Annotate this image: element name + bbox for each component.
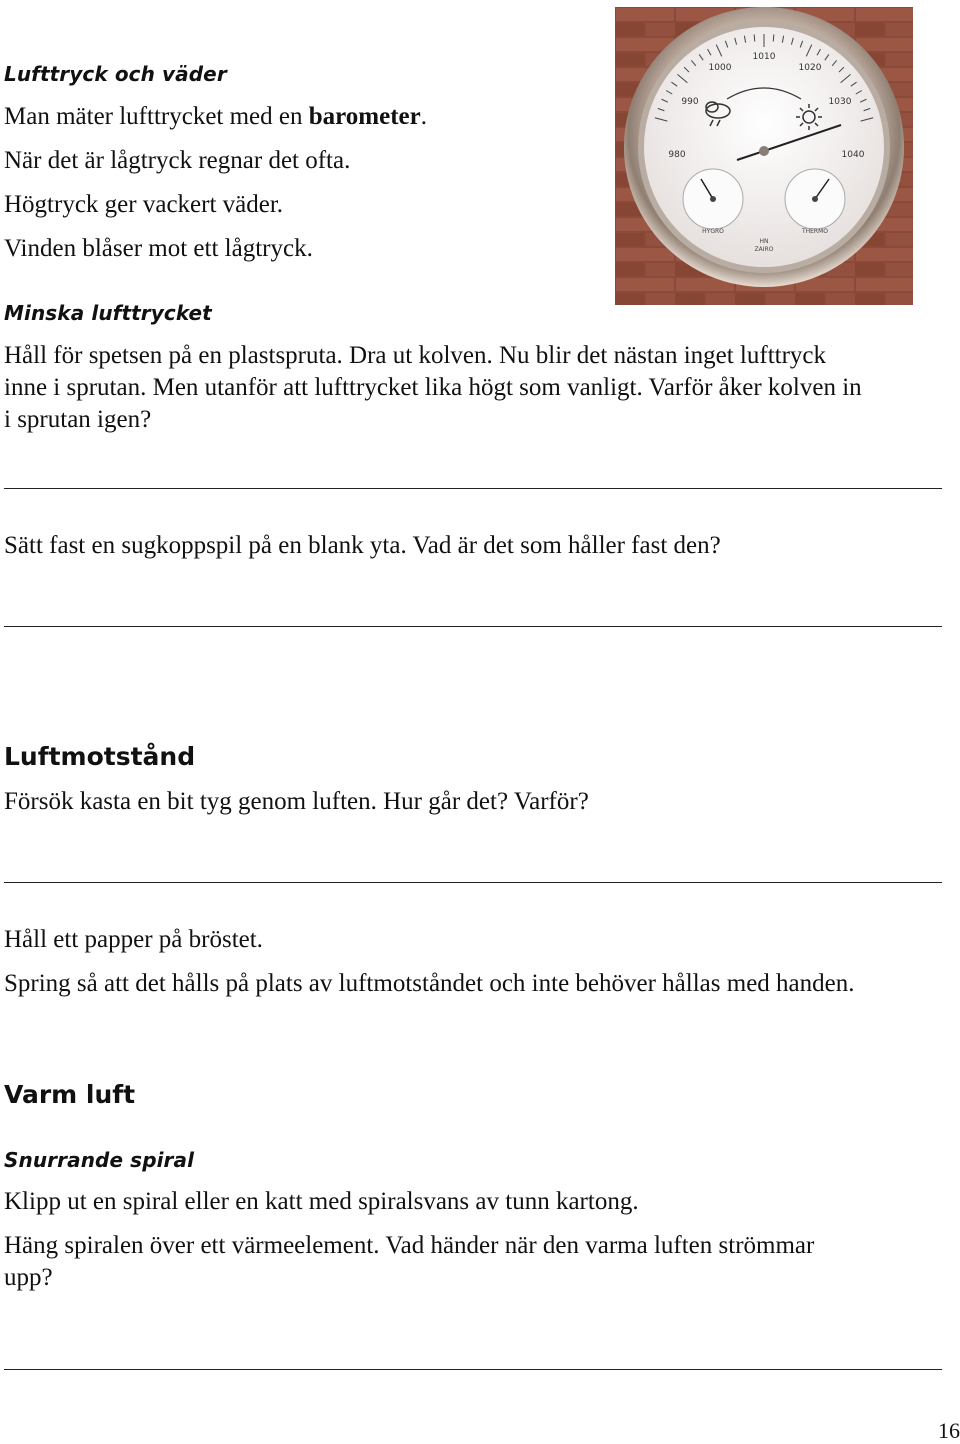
- scale-label: 1020: [798, 63, 822, 73]
- section-heading-varmluft: Varm luft: [4, 1080, 136, 1109]
- answer-line: [4, 1369, 942, 1370]
- scale-label: 1010: [752, 52, 776, 62]
- answer-line: [4, 882, 942, 883]
- scale-label: 1030: [828, 97, 852, 107]
- center-label: HN: [759, 238, 769, 245]
- subheading-spiral: Snurrande spiral: [4, 1148, 195, 1172]
- paragraph-sugkopp: Sätt fast en sugkoppspil på en blank yta. Vad är det som håller fast den?: [4, 532, 721, 559]
- paragraph-vinden: Vinden blåser mot ett lågtryck.: [4, 235, 313, 262]
- paragraph-barometer: [4, 101, 427, 133]
- paragraph-line: i sprutan igen?: [4, 406, 152, 433]
- answer-line: [4, 488, 942, 489]
- text-segment: Man mäter lufttrycket med en: [4, 103, 309, 130]
- paragraph-line: Häng spiralen över ett värmeelement. Vad händer när den varma luften strömmar: [4, 1232, 815, 1259]
- text-segment: .: [420, 103, 427, 130]
- bold-term: barometer: [308, 103, 421, 130]
- paragraph-line: Klipp ut en spiral eller en katt med spiralsvans av tunn kartong.: [4, 1188, 639, 1215]
- paragraph-line: Håll ett papper på bröstet.: [4, 926, 263, 953]
- center-label: ZAIRO: [754, 246, 774, 253]
- paragraph-line: upp?: [4, 1264, 53, 1291]
- scale-tick: [754, 34, 755, 41]
- paragraph-line: inne i sprutan. Men utanför att lufttrycket lika högt som vanligt. Varför åker kolven in: [4, 374, 862, 401]
- barometer-photo: [615, 7, 913, 305]
- scale-label: 980: [668, 150, 686, 160]
- paragraph-line: Spring så att det hålls på plats av luftmotståndet och inte behöver hållas med handen.: [4, 970, 855, 997]
- section-heading-lufttryck: Lufttryck och väder: [4, 62, 227, 86]
- scale-label: 1000: [708, 63, 732, 73]
- section-heading-luftmotstand: Luftmotstånd: [4, 742, 196, 771]
- paragraph-lagtryck: När det är lågtryck regnar det ofta.: [4, 147, 351, 174]
- scale-tick: [773, 34, 774, 41]
- paragraph-hogtryck: Högtryck ger vackert väder.: [4, 191, 284, 218]
- answer-line: [4, 626, 942, 627]
- page-number: 16: [938, 1418, 960, 1443]
- scale-label: 990: [681, 97, 699, 107]
- paragraph-line: Håll för spetsen på en plastspruta. Dra ut kolven. Nu blir det nästan inget lufttryck: [4, 342, 827, 369]
- paragraph-line: Försök kasta en bit tyg genom luften. Hur går det? Varför?: [4, 788, 589, 815]
- hygro-label: HYGRO: [702, 228, 724, 235]
- section-heading-minska: Minska lufttrycket: [4, 301, 212, 325]
- scale-label: 1040: [841, 150, 865, 160]
- thermo-label: THERMO: [801, 228, 829, 235]
